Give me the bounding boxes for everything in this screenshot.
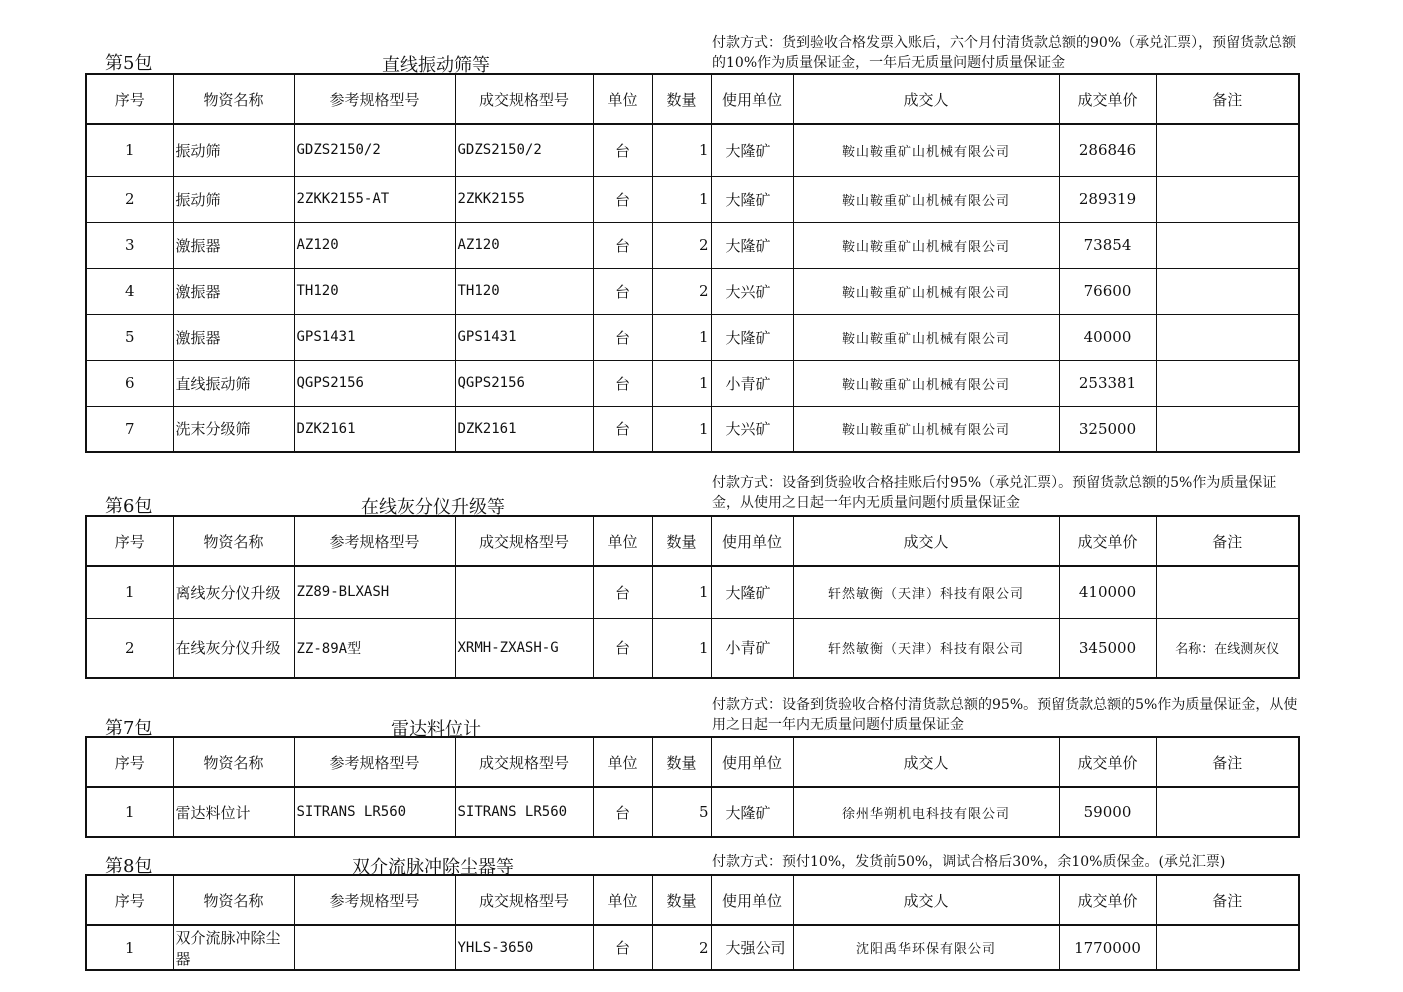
cell-item-name: 振动筛 [173,176,294,222]
column-header: 成交人 [793,74,1059,124]
cell-unit: 台 [593,787,652,837]
cell-unit-price: 76600 [1059,268,1156,314]
column-header: 序号 [86,737,173,787]
package-title: 雷达料位计 [391,719,481,740]
cell-ref-spec [294,925,455,970]
cell-ref-spec: 2ZKK2155-AT [294,176,455,222]
cell-unit-price: 40000 [1059,314,1156,360]
cell-quantity: 5 [652,787,711,837]
cell-quantity: 1 [652,314,711,360]
cell-remark [1156,222,1299,268]
cell-remark [1156,406,1299,452]
column-header: 数量 [652,875,711,925]
cell-item-name: 离线灰分仪升级 [173,566,294,618]
cell-remark [1156,360,1299,406]
cell-deal-spec: TH120 [455,268,593,314]
payment-terms: 付款方式：设备到货验收合格付清货款总额的95%。预留货款总额的5%作为质量保证金，从使用之日起一年内无质量问题付质量保证金 [712,697,1298,733]
cell-unit-price: 1770000 [1059,925,1156,970]
cell-quantity: 2 [652,925,711,970]
cell-quantity: 1 [652,176,711,222]
cell-seq: 2 [86,176,173,222]
cell-remark [1156,787,1299,837]
cell-unit: 台 [593,406,652,452]
cell-ref-spec: TH120 [294,268,455,314]
cell-winner: 鞍山鞍重矿山机械有限公司 [793,406,1059,452]
package-table [85,515,1300,679]
cell-unit-price: 73854 [1059,222,1156,268]
column-header: 成交人 [793,875,1059,925]
column-header: 使用单位 [711,516,793,566]
table-header-row [86,74,1299,124]
column-header: 成交规格型号 [455,74,593,124]
cell-unit: 台 [593,124,652,176]
cell-seq: 6 [86,360,173,406]
column-header: 单位 [593,74,652,124]
cell-deal-spec: QGPS2156 [455,360,593,406]
table-row [86,176,1299,222]
cell-unit-price: 59000 [1059,787,1156,837]
cell-ref-spec: SITRANS LR560 [294,787,455,837]
cell-unit-price: 410000 [1059,566,1156,618]
column-header: 成交规格型号 [455,737,593,787]
column-header: 单位 [593,516,652,566]
cell-user-unit: 小青矿 [711,618,793,678]
cell-winner: 轩然敏衡（天津）科技有限公司 [793,566,1059,618]
cell-remark [1156,268,1299,314]
column-header: 成交单价 [1059,875,1156,925]
cell-winner: 轩然敏衡（天津）科技有限公司 [793,618,1059,678]
column-header: 参考规格型号 [294,74,455,124]
cell-item-name: 洗末分级筛 [173,406,294,452]
cell-winner: 鞍山鞍重矿山机械有限公司 [793,360,1059,406]
cell-seq: 5 [86,314,173,360]
cell-deal-spec: GDZS2150/2 [455,124,593,176]
cell-deal-spec [455,566,593,618]
column-header: 成交单价 [1059,737,1156,787]
cell-ref-spec: DZK2161 [294,406,455,452]
column-header: 使用单位 [711,74,793,124]
cell-winner: 徐州华朔机电科技有限公司 [793,787,1059,837]
cell-ref-spec: ZZ-89A型 [294,618,455,678]
table-row [86,268,1299,314]
package-table [85,73,1300,453]
cell-user-unit: 大隆矿 [711,124,793,176]
table-row [86,787,1299,837]
table-row [86,406,1299,452]
column-header: 数量 [652,737,711,787]
cell-item-name: 振动筛 [173,124,294,176]
package-table [85,874,1300,971]
cell-item-name: 直线振动筛 [173,360,294,406]
column-header: 参考规格型号 [294,516,455,566]
cell-ref-spec: QGPS2156 [294,360,455,406]
cell-user-unit: 大隆矿 [711,314,793,360]
cell-winner: 鞍山鞍重矿山机械有限公司 [793,176,1059,222]
cell-user-unit: 小青矿 [711,360,793,406]
cell-unit: 台 [593,618,652,678]
table-body [86,74,1299,452]
cell-quantity: 1 [652,360,711,406]
cell-item-name: 激振器 [173,314,294,360]
cell-unit-price: 345000 [1059,618,1156,678]
cell-seq: 3 [86,222,173,268]
cell-item-name: 在线灰分仪升级 [173,618,294,678]
cell-seq: 1 [86,566,173,618]
cell-unit: 台 [593,314,652,360]
package-number: 第7包 [105,718,153,739]
package-table [85,736,1300,838]
cell-winner: 鞍山鞍重矿山机械有限公司 [793,268,1059,314]
table-row [86,222,1299,268]
column-header: 参考规格型号 [294,737,455,787]
table-row [86,360,1299,406]
cell-unit-price: 253381 [1059,360,1156,406]
column-header: 单位 [593,875,652,925]
cell-deal-spec: DZK2161 [455,406,593,452]
cell-remark [1156,566,1299,618]
cell-remark: 名称：在线测灰仪 [1156,618,1299,678]
cell-unit: 台 [593,360,652,406]
cell-user-unit: 大强公司 [711,925,793,970]
cell-deal-spec: AZ120 [455,222,593,268]
cell-user-unit: 大兴矿 [711,406,793,452]
cell-quantity: 2 [652,222,711,268]
column-header: 成交单价 [1059,516,1156,566]
cell-remark [1156,176,1299,222]
cell-quantity: 1 [652,618,711,678]
column-header: 成交人 [793,737,1059,787]
package-title: 直线振动筛等 [382,55,490,76]
cell-user-unit: 大兴矿 [711,268,793,314]
table-row [86,566,1299,618]
payment-terms: 付款方式：预付10%，发货前50%，调试合格后30%，余10%质保金。(承兑汇票) [712,854,1226,870]
cell-unit-price: 286846 [1059,124,1156,176]
cell-item-name: 激振器 [173,268,294,314]
cell-unit-price: 289319 [1059,176,1156,222]
cell-seq: 1 [86,124,173,176]
payment-terms: 付款方式：货到验收合格发票入账后，六个月付清货款总额的90%（承兑汇票），预留货款总额的10%作为质量保证金，一年后无质量问题付质量保证金 [712,35,1297,71]
cell-remark [1156,925,1299,970]
cell-seq: 1 [86,787,173,837]
column-header: 物资名称 [173,74,294,124]
cell-winner: 鞍山鞍重矿山机械有限公司 [793,314,1059,360]
column-header: 序号 [86,74,173,124]
cell-unit: 台 [593,176,652,222]
table-row [86,124,1299,176]
table-header-row [86,737,1299,787]
cell-user-unit: 大隆矿 [711,222,793,268]
cell-user-unit: 大隆矿 [711,787,793,837]
package-number: 第8包 [105,856,153,877]
cell-winner: 沈阳禹华环保有限公司 [793,925,1059,970]
table-body [86,516,1299,678]
cell-quantity: 2 [652,268,711,314]
cell-deal-spec: YHLS-3650 [455,925,593,970]
column-header: 序号 [86,516,173,566]
column-header: 参考规格型号 [294,875,455,925]
cell-deal-spec: SITRANS LR560 [455,787,593,837]
package-number: 第5包 [105,53,153,74]
cell-unit: 台 [593,268,652,314]
column-header: 单位 [593,737,652,787]
column-header: 成交人 [793,516,1059,566]
cell-unit-price: 325000 [1059,406,1156,452]
column-header: 使用单位 [711,875,793,925]
column-header: 数量 [652,516,711,566]
column-header: 使用单位 [711,737,793,787]
cell-item-name: 激振器 [173,222,294,268]
cell-ref-spec: GDZS2150/2 [294,124,455,176]
cell-quantity: 1 [652,566,711,618]
table-body [86,737,1299,837]
cell-ref-spec: GPS1431 [294,314,455,360]
column-header: 备注 [1156,737,1299,787]
package-number: 第6包 [105,496,153,517]
column-header: 成交规格型号 [455,875,593,925]
cell-unit: 台 [593,925,652,970]
cell-deal-spec: GPS1431 [455,314,593,360]
table-row [86,618,1299,678]
cell-deal-spec: 2ZKK2155 [455,176,593,222]
table-row [86,925,1299,970]
table-row [86,314,1299,360]
cell-user-unit: 大隆矿 [711,176,793,222]
table-header-row [86,516,1299,566]
cell-seq: 4 [86,268,173,314]
table-body [86,875,1299,970]
column-header: 序号 [86,875,173,925]
column-header: 备注 [1156,74,1299,124]
cell-seq: 2 [86,618,173,678]
column-header: 备注 [1156,875,1299,925]
cell-unit: 台 [593,566,652,618]
cell-item-name: 双介流脉冲除尘器 [173,925,294,970]
payment-terms: 付款方式：设备到货验收合格挂账后付95%（承兑汇票）。预留货款总额的5%作为质量保证金，从使用之日起一年内无质量问题付质量保证金 [712,475,1277,511]
cell-remark [1156,124,1299,176]
package-title: 在线灰分仪升级等 [361,497,505,518]
cell-item-name: 雷达料位计 [173,787,294,837]
cell-remark [1156,314,1299,360]
cell-ref-spec: ZZ89-BLXASH [294,566,455,618]
cell-user-unit: 大隆矿 [711,566,793,618]
cell-winner: 鞍山鞍重矿山机械有限公司 [793,222,1059,268]
cell-seq: 1 [86,925,173,970]
column-header: 备注 [1156,516,1299,566]
cell-winner: 鞍山鞍重矿山机械有限公司 [793,124,1059,176]
column-header: 物资名称 [173,737,294,787]
cell-unit: 台 [593,222,652,268]
column-header: 数量 [652,74,711,124]
column-header: 物资名称 [173,875,294,925]
column-header: 成交单价 [1059,74,1156,124]
cell-ref-spec: AZ120 [294,222,455,268]
cell-quantity: 1 [652,406,711,452]
package-title: 双介流脉冲除尘器等 [352,857,514,878]
cell-quantity: 1 [652,124,711,176]
column-header: 成交规格型号 [455,516,593,566]
cell-seq: 7 [86,406,173,452]
column-header: 物资名称 [173,516,294,566]
table-header-row [86,875,1299,925]
cell-deal-spec: XRMH-ZXASH-G [455,618,593,678]
